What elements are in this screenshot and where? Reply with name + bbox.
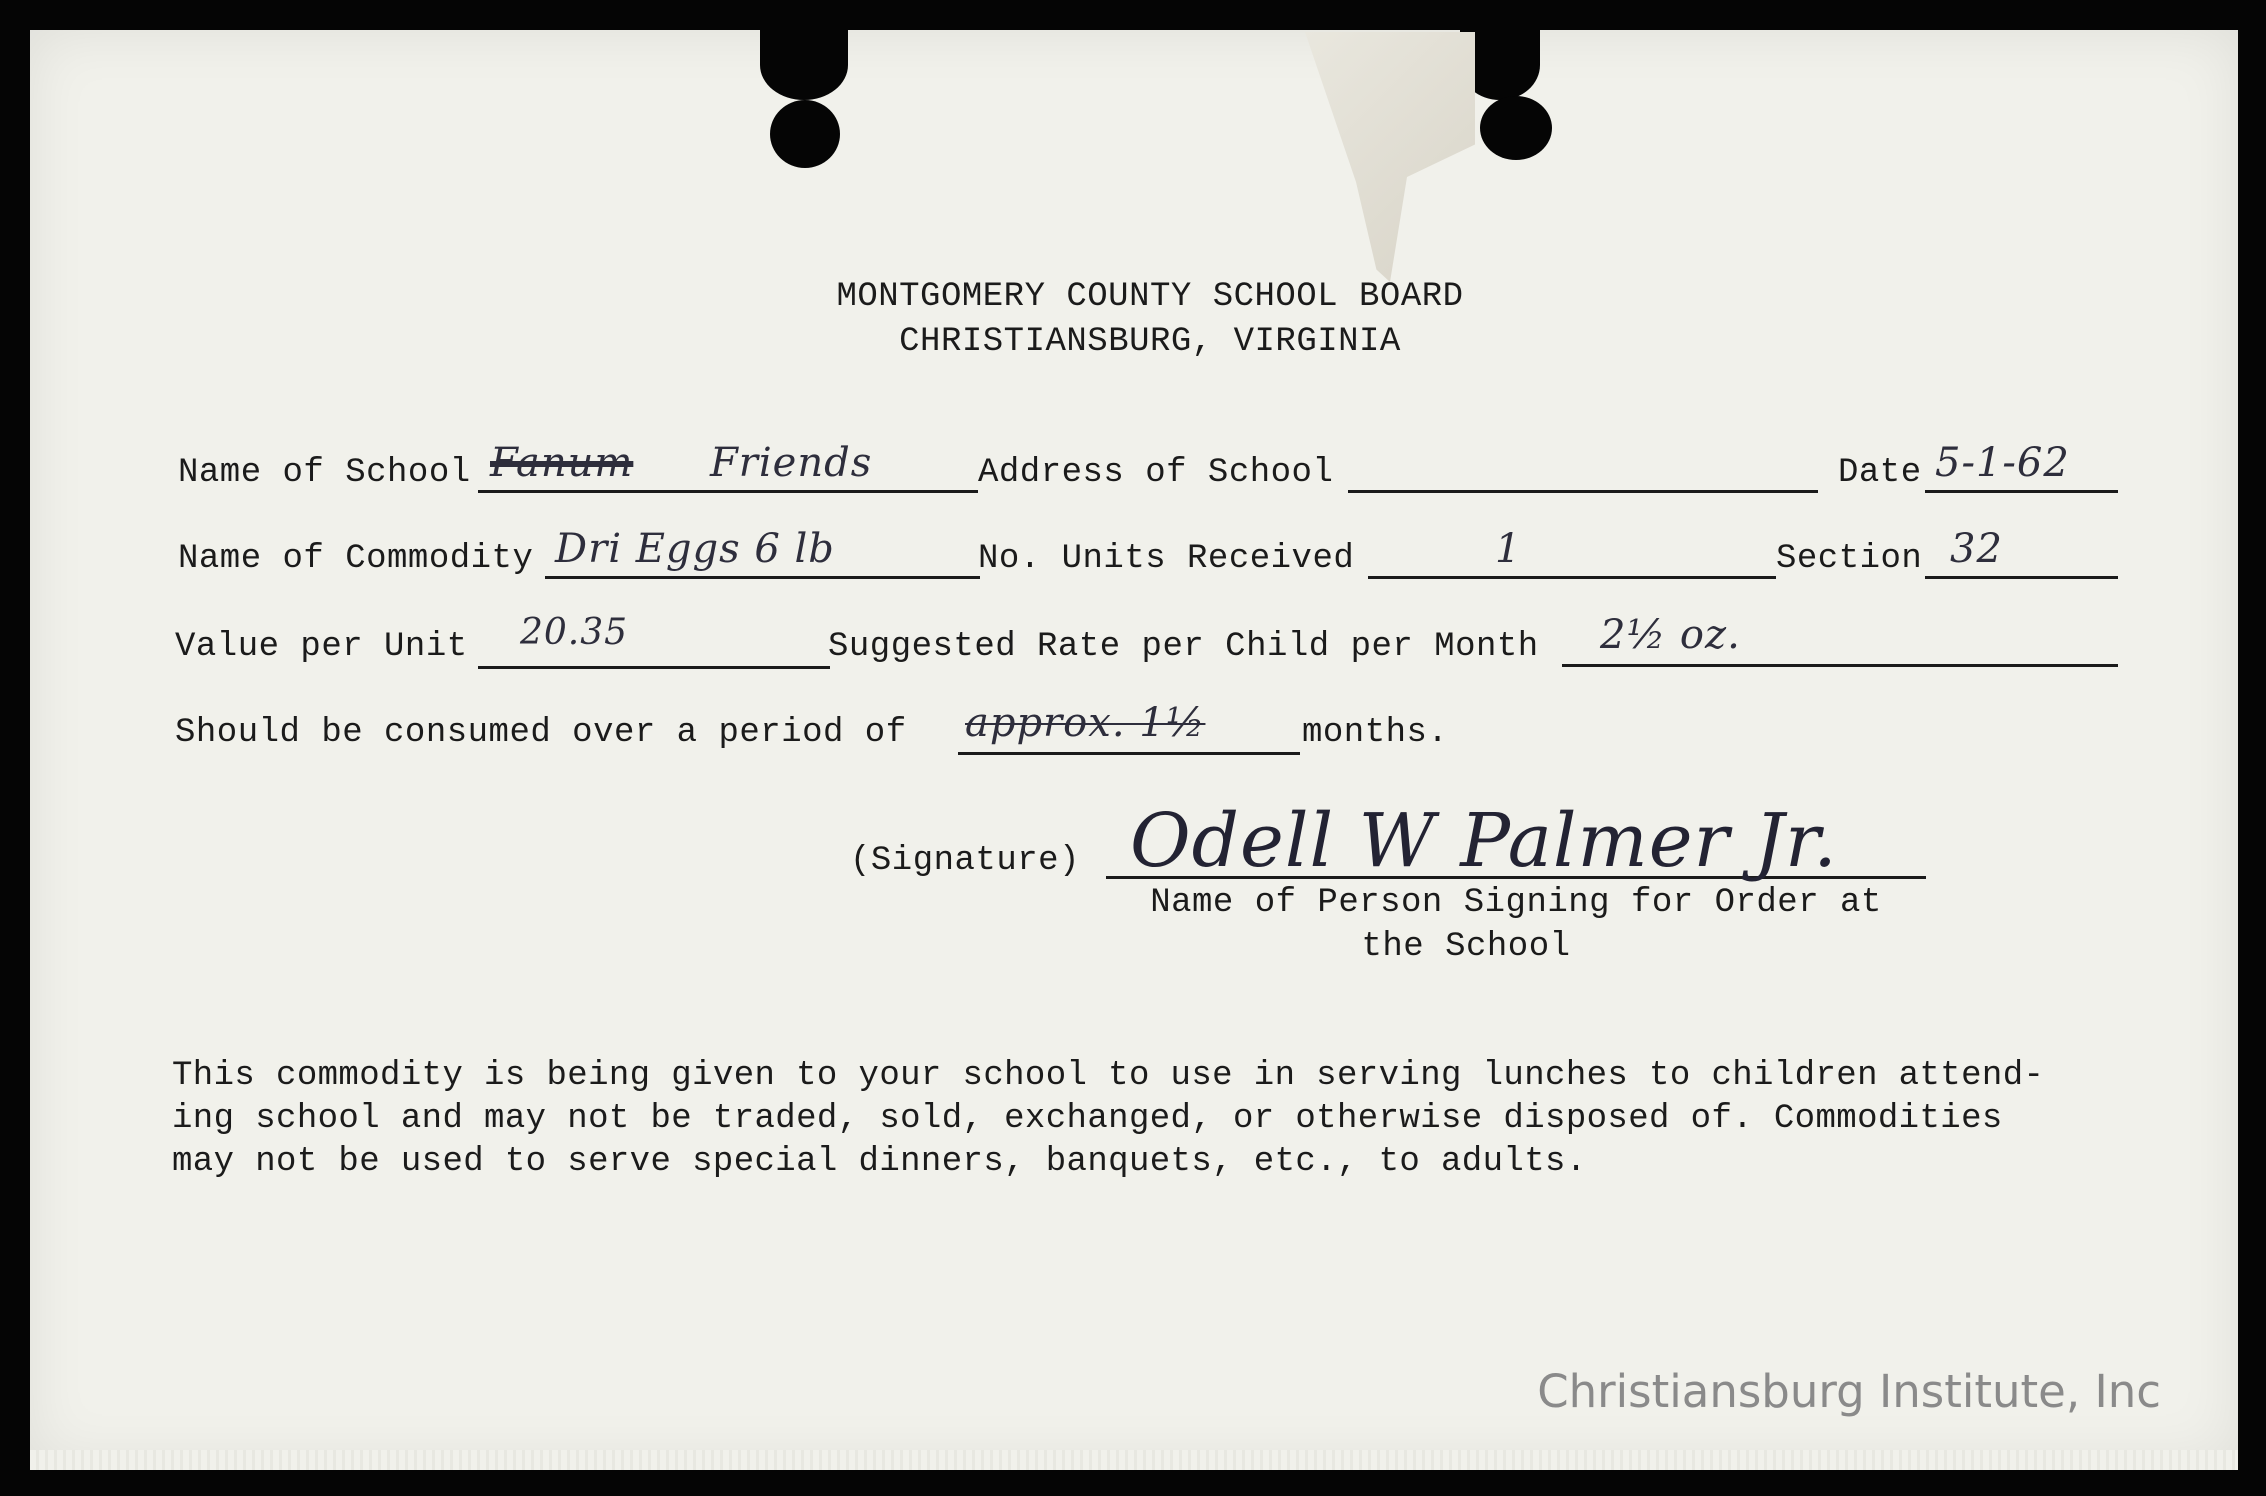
signature-value: Odell W Palmer Jr. — [1130, 798, 1838, 884]
commodity-value: Dri Eggs 6 lb — [555, 526, 835, 572]
commodity-line[interactable] — [545, 576, 980, 579]
units-label: No. Units Received — [978, 540, 1355, 578]
binding-hole-left — [760, 30, 848, 100]
school-name-line[interactable] — [478, 490, 978, 493]
header-line-1: MONTGOMERY COUNTY SCHOOL BOARD — [836, 278, 1464, 316]
notice-line-2: ing school and may not be traded, sold, exchanged, or otherwise disposed of. Commodities — [172, 1100, 2003, 1138]
commodity-label: Name of Commodity — [178, 540, 534, 578]
period-line[interactable] — [958, 752, 1300, 755]
address-line[interactable] — [1348, 490, 1818, 493]
period-label-post: months. — [1302, 714, 1449, 752]
date-line[interactable] — [1925, 490, 2118, 493]
rate-line[interactable] — [1562, 664, 2118, 667]
notice-line-1: This commodity is being given to your school to use in serving lunches to children attend- — [172, 1057, 2045, 1095]
signer-caption-line-1: Name of Person Signing for Order at — [1150, 884, 1882, 922]
units-line[interactable] — [1368, 576, 1776, 579]
value-per-unit-label: Value per Unit — [175, 628, 468, 666]
date-label: Date — [1838, 454, 1922, 492]
rate-label: Suggested Rate per Child per Month — [828, 628, 1539, 666]
watermark: Christiansburg Institute, Inc — [1537, 1365, 2161, 1418]
notice-paragraph — [172, 1055, 2132, 1184]
date-value: 5-1-62 — [1935, 440, 2070, 486]
notice-line-3: may not be used to serve special dinners, banquets, etc., to adults. — [172, 1143, 1587, 1181]
address-label: Address of School — [978, 454, 1334, 492]
signer-caption-line-2: the School — [1361, 928, 1571, 966]
rate-value: 2½ oz. — [1600, 612, 1741, 658]
units-value: 1 — [1495, 526, 1522, 572]
paper-deckled-edge — [30, 1450, 2238, 1470]
header-line-2: CHRISTIANSBURG, VIRGINIA — [899, 323, 1401, 361]
section-value: 32 — [1950, 526, 2003, 572]
value-per-unit-value: 20.35 — [520, 612, 629, 653]
school-name-struck: Fanum — [490, 440, 634, 486]
section-label: Section — [1776, 540, 1923, 578]
binding-hole-left-round — [770, 100, 840, 168]
signature-label: (Signature) — [850, 842, 1080, 880]
binding-hole-right-round — [1480, 96, 1552, 160]
school-name-value: Friends — [710, 440, 873, 486]
section-line[interactable] — [1925, 576, 2118, 579]
value-per-unit-line[interactable] — [478, 666, 830, 669]
period-label-pre: Should be consumed over a period of — [175, 714, 907, 752]
period-value: approx. 1½ — [965, 700, 1206, 746]
school-name-label: Name of School — [178, 454, 471, 492]
